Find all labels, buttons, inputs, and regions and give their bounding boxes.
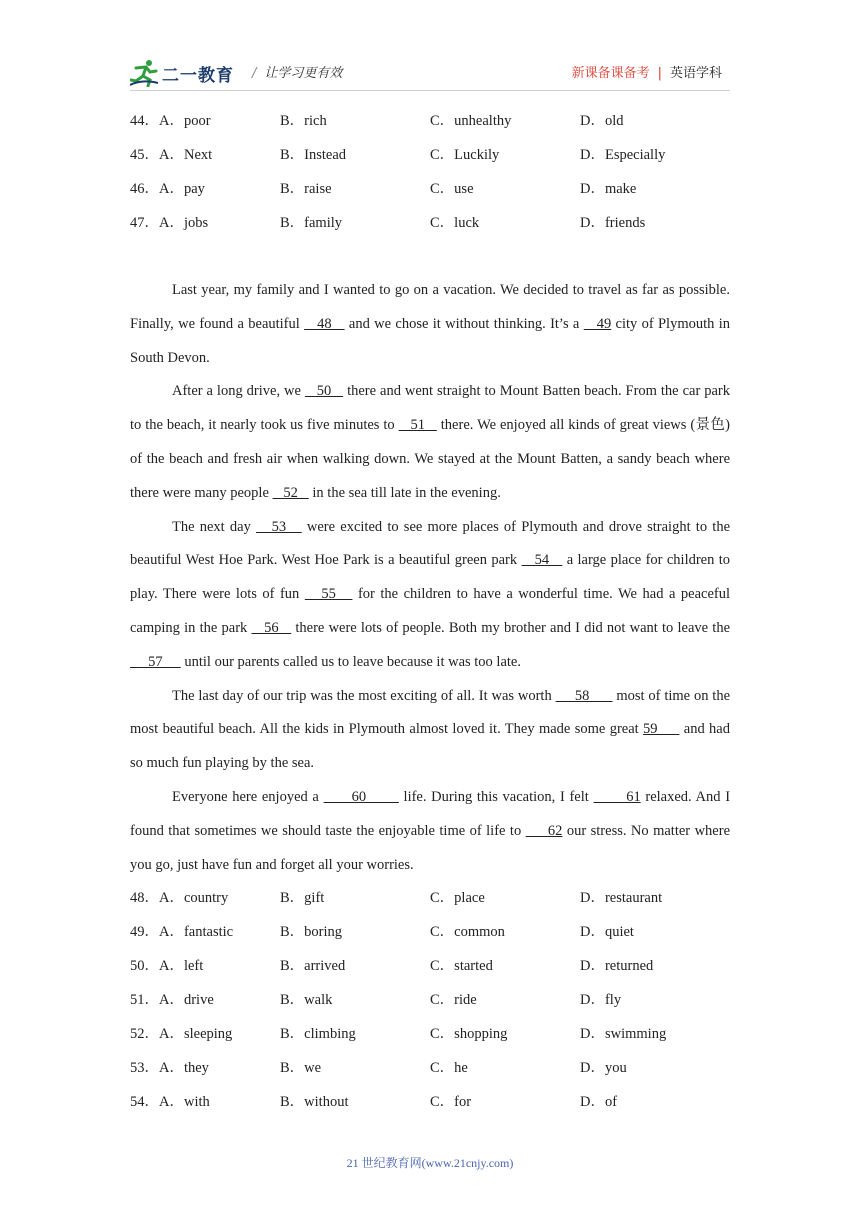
blank-61: 61 bbox=[593, 788, 641, 805]
blank-51: 51 bbox=[398, 417, 437, 434]
question-number-option-a: 52．A．sleeping bbox=[130, 1026, 233, 1042]
option-d: D．quiet bbox=[580, 924, 634, 940]
blank-50: 50 bbox=[304, 383, 344, 400]
paragraph-5: Everyone here enjoyed a 60 life. During this vacation, I felt 61 relaxed. And I found that sometimes we should taste the enjoyable time of life to 62 our stress. No matter where you go, just have fun and forget all your worries. bbox=[130, 788, 731, 873]
option-b: B．family bbox=[280, 215, 343, 231]
option-d: D．returned bbox=[580, 958, 654, 974]
header-tagline: 新课备课备考 bbox=[571, 66, 650, 81]
option-d: D．you bbox=[580, 1060, 627, 1076]
option-c: C．shopping bbox=[430, 1026, 508, 1042]
option-b: B．we bbox=[280, 1060, 322, 1076]
slogan: / 让学习更有效 bbox=[252, 66, 343, 81]
blank-52: 52 bbox=[272, 484, 309, 501]
option-c: C．place bbox=[430, 890, 485, 906]
blank-57: 57 bbox=[130, 653, 181, 670]
question-number-option-a: 51．A．drive bbox=[130, 992, 214, 1008]
option-b: B．without bbox=[280, 1094, 349, 1110]
blank-55: 55 bbox=[304, 586, 353, 603]
page-footer: 21 世纪教育网(www.21cnjy.com) bbox=[346, 1156, 514, 1170]
paragraph-2: After a long drive, we 50 there and went straight to Mount Batten beach. From the car park to the beach, it nearly took us five minutes to 51 there. We enjoyed all kinds of great views (景色) of the beach and fresh air when walking down. We stayed at the Mount Batten, a sandy beach where there were many people 52 in the sea till late in the evening. bbox=[130, 383, 731, 501]
option-d: D．restaurant bbox=[580, 890, 663, 906]
logo bbox=[130, 58, 234, 88]
option-d: D．make bbox=[580, 181, 637, 197]
option-d: D．friends bbox=[580, 215, 646, 231]
question-number-option-a: 44．A．poor bbox=[130, 113, 211, 129]
header-subject: 英语学科 bbox=[669, 66, 722, 81]
blank-49: 49 bbox=[583, 315, 612, 332]
blank-56: 56 bbox=[251, 619, 292, 636]
option-b: B．arrived bbox=[280, 958, 346, 974]
option-c: C．started bbox=[430, 958, 493, 974]
option-b: B．gift bbox=[280, 890, 325, 906]
question-number-option-a: 47．A．jobs bbox=[130, 215, 209, 231]
header-separator: | bbox=[657, 66, 662, 81]
option-c: C．luck bbox=[430, 215, 480, 231]
option-d: D．of bbox=[580, 1094, 618, 1110]
question-number-option-a: 48．A．country bbox=[130, 890, 229, 906]
paragraph-3: The next day 53 were excited to see more places of Plymouth and drove straight to the beautiful West Hoe Park. West Hoe Park is a beautiful green park 54 a large place for children to play. There were lots of fun 55 for the children to have a wonderful time. We had a peaceful camping in the park 56 there were lots of people. Both my brother and I did not want to leave the 57 until our parents called us to leave because it was too late. bbox=[130, 518, 731, 670]
blank-58: 58 bbox=[555, 687, 613, 704]
question-number-option-a: 50．A．left bbox=[130, 958, 204, 974]
runner-logo-icon bbox=[130, 59, 160, 87]
slogan-text: 让学习更有效 bbox=[264, 66, 343, 81]
option-c: C．he bbox=[430, 1060, 468, 1076]
question-number-option-a: 53．A．they bbox=[130, 1060, 209, 1076]
option-b: B．climbing bbox=[280, 1026, 356, 1042]
paragraph-4: The last day of our trip was the most exciting of all. It was worth 58 most of time on the most beautiful beach. All the kids in Plymouth almost loved it. They made some great 59 and had so much fun playing by the sea. bbox=[130, 687, 731, 772]
cloze-passage bbox=[130, 274, 730, 882]
blank-54: 54 bbox=[521, 552, 563, 569]
page-header bbox=[130, 52, 730, 92]
blank-53: 53 bbox=[256, 518, 302, 535]
question-number-option-a: 49．A．fantastic bbox=[130, 924, 234, 940]
option-d: D．swimming bbox=[580, 1026, 667, 1042]
option-b: B．boring bbox=[280, 924, 343, 940]
blank-60: 60 bbox=[323, 788, 399, 805]
option-c: C．Luckily bbox=[430, 147, 500, 163]
option-b: B．walk bbox=[280, 992, 333, 1008]
option-d: D．old bbox=[580, 113, 624, 129]
blank-48: 48 bbox=[304, 315, 345, 332]
question-number-option-a: 45．A．Next bbox=[130, 147, 213, 163]
option-c: C．common bbox=[430, 924, 505, 940]
header-divider bbox=[130, 90, 730, 91]
blank-62: 62 bbox=[525, 822, 563, 839]
logo-text: 二一教育 bbox=[162, 65, 234, 86]
option-c: C．unhealthy bbox=[430, 113, 512, 129]
blank-59: 59 bbox=[643, 721, 680, 738]
option-b: B．Instead bbox=[280, 147, 347, 163]
question-number-option-a: 54．A．with bbox=[130, 1094, 210, 1110]
option-c: C．for bbox=[430, 1094, 472, 1110]
option-c: C．ride bbox=[430, 992, 477, 1008]
option-b: B．raise bbox=[280, 181, 332, 197]
option-c: C．use bbox=[430, 181, 474, 197]
option-d: D．fly bbox=[580, 992, 622, 1008]
option-d: D．Especially bbox=[580, 147, 666, 163]
paragraph-1: Last year, my family and I wanted to go on a vacation. We decided to travel as far as possible. Finally, we found a beautiful 48 and we chose it without thinking. It’s a 49 city of Plymouth in South Devon. bbox=[130, 282, 730, 366]
option-b: B．rich bbox=[280, 113, 327, 129]
question-number-option-a: 46．A．pay bbox=[130, 181, 205, 197]
header-right bbox=[572, 62, 722, 81]
